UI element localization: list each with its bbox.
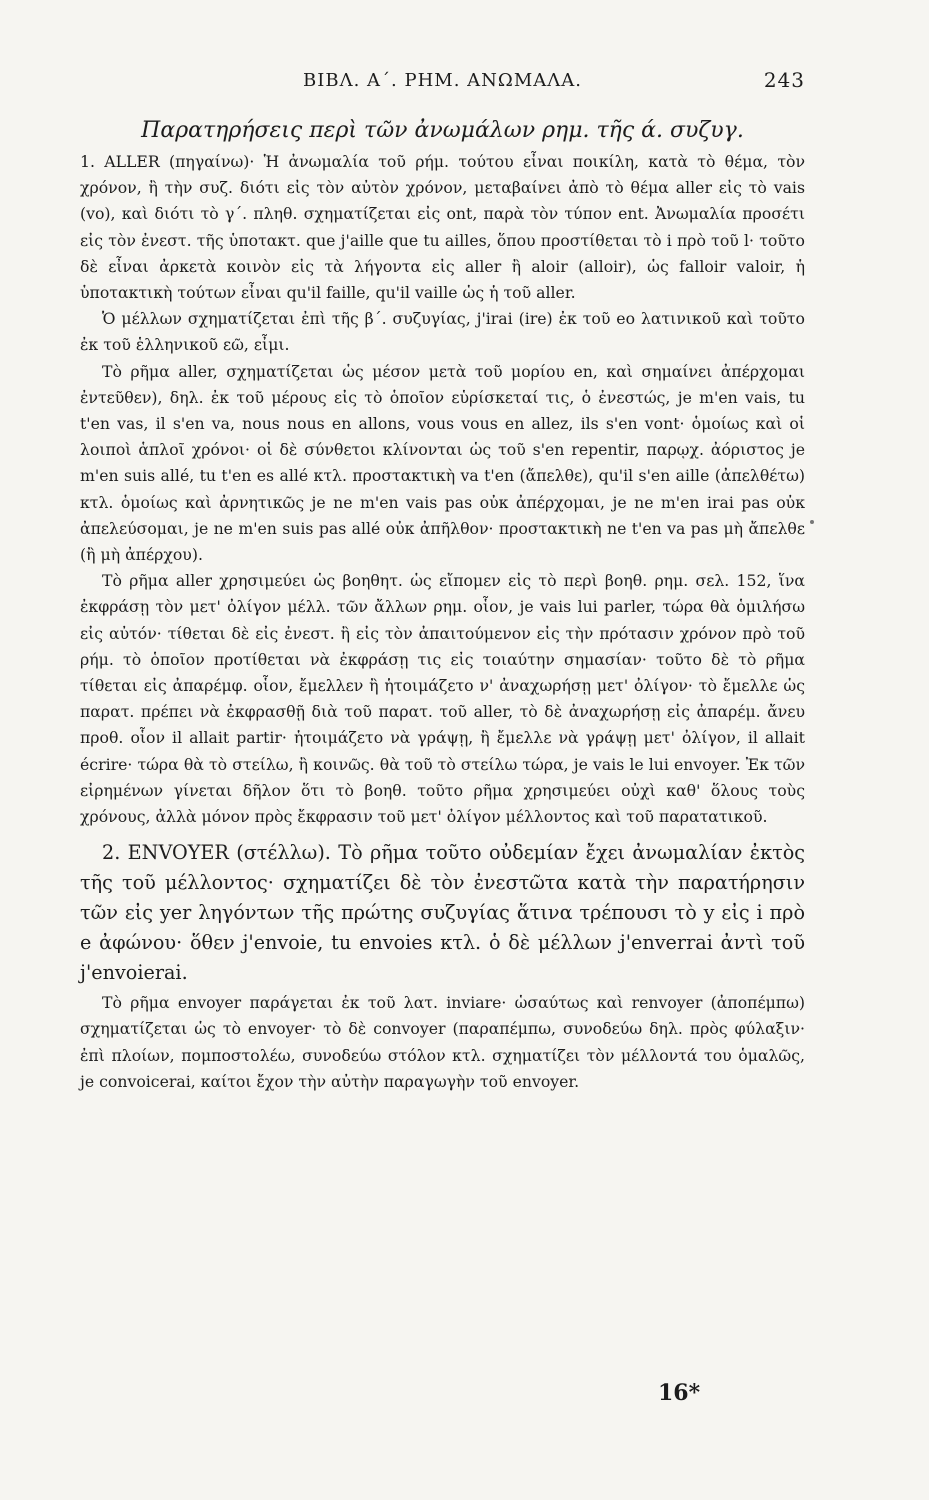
signature-mark: 16* — [658, 1380, 701, 1406]
section-heading: Παρατηρήσεις περὶ τῶν ἀνωμάλων ρημ. τῆς ά. συζυγ. — [141, 118, 744, 143]
paragraph-envoyer-derivation: Τὸ ρῆμα envoyer παράγεται ἐκ τοῦ λατ. inviare· ὡσαύτως καὶ renvoyer (ἀποπέμπω) σχηματίζεται ὡς τὸ envoyer· τὸ δὲ convoyer (παραπέμπω, συνοδεύω δηλ. πρὸς φύλαξιν· ἐπὶ πλοίων, πομποστολέω, συνοδεύω στόλον κτλ. σχηματίζει τὸν μέλλοντά του ὁμαλῶς, je convoicerai, καίτοι ἔχον τὴν αὐτὴν παραγωγὴν τοῦ envoyer. — [80, 993, 805, 1091]
paragraph-aller-middle: Τὸ ρῆμα aller, σχηματίζεται ὡς μέσον μετὰ τοῦ μορίου en, καὶ σημαίνει ἀπέρχομαι ἐντεῦθεν), δηλ. ἐκ τοῦ μέρους εἰς τὸ ὁποῖον εὑρίσκεταί τις, ὁ ἐνεστώς, je m'en vais, tu t'en vas, il s'en va, nous nous en allons, vous vous en allez, ils s'en vont· ὁμοίως καὶ οἱ λοιποὶ ἁπλοῖ χρόνοι· οἱ δὲ σύνθετοι κλίνονται ὡς τοῦ s'en repentir, παρῳχ. ἀόριστος je m'en suis allé, tu t'en es allé κτλ. προστακτικὴ va t'en (ἄπελθε), qu'il s'en aille (ἀπελθέτω) κτλ. ὁμοίως καὶ ἀρνητικῶς je ne m'en vais pas οὐκ ἀπέρχομαι, je ne m'en irai pas οὐκ ἀπελεύσομαι, je ne m'en suis pas allé οὐκ ἀπῆλθον· προστακτικὴ ne t'en va pas μὴ ἄπελθε (ἢ μὴ ἀπέρχου). — [80, 361, 805, 565]
paragraph-aller-auxiliary: Τὸ ρῆμα aller χρησιμεύει ὡς βοηθητ. ὡς εἴπομεν εἰς τὸ περὶ βοηθ. ρημ. σελ. 152, ἵνα ἐκφράσῃ τὸν μετ' ὀλίγον μέλλ. τῶν ἄλλων ρημ. οἷον, je vais lui parler, τώρα θὰ ὁμιλήσω εἰς αὐτόν· τίθεται δὲ εἰς ἐνεστ. ἢ εἰς τὸν ἀπαιτούμενον εἰς τὴν πρότασιν χρόνον πρὸ τοῦ ρήμ. τὸ ὁποῖον προτίθεται νὰ ἐκφράσῃ τις εἰς τοιαύτην σημασίαν· τοῦτο δὲ τὸ ρῆμα τίθεται εἰς ἀπαρέμφ. οἷον, ἔμελλεν ἢ ἡτοιμάζετο ν' ἀναχωρήσῃ μετ' ὀλίγον· τὸ ἔμελλε ὡς παρατ. πρέπει νὰ ἐκφρασθῇ διὰ τοῦ παρατ. τοῦ aller, τὸ δὲ ἀναχωρήσῃ εἰς ἀπαρέμ. ἄνευ προθ. οἷον il allait partir· ἡτοιμάζετο νὰ γράψῃ, ἢ ἔμελλε νὰ γράψῃ μετ' ὀλίγον, il allait écrire· τώρα θὰ τὸ στείλω, ἢ κοινῶς. θὰ τοῦ τὸ στείλω τώρα, je vais le lui envoyer. Ἐκ τῶν εἰρημένων γίνεται δῆλον ὅτι τὸ βοηθ. τοῦτο ρῆμα χρησιμεύει οὐχὶ καθ' ὅλους τοὺς χρόνους, ἀλλὰ μόνον πρὸς ἔκφρασιν τοῦ μετ' ὀλίγον μέλλοντος καὶ τοῦ παρατατικοῦ. — [80, 571, 805, 827]
paragraph-envoyer-heading: 2. ENVOYER (στέλλω). Τὸ ρῆμα τοῦτο οὐδεμίαν ἔχει ἀνωμαλίαν ἐκτὸς τῆς τοῦ μέλλοντος· σχηματίζει δὲ τὸν ἐνεστῶτα κατὰ τὴν παρατήρησιν τῶν εἰς yer ληγόντων τῆς πρώτης συζυγίας ἅτινα τρέπουσι τὸ y εἰς i πρὸ e ἀφώνου· ὅθεν j'envoie, tu envoies κτλ. ὁ δὲ μέλλων j'enverrai ἀντὶ τοῦ j'envoierai. — [80, 841, 805, 985]
page-number: 243 — [763, 68, 805, 92]
running-head — [80, 66, 805, 100]
margin-dot — [810, 520, 814, 524]
paragraph-aller-future: Ὁ μέλλων σχηματίζεται ἐπὶ τῆς β΄. συζυγίας, j'irai (ire) ἐκ τοῦ eo λατινικοῦ καὶ τοῦτο ἐκ τοῦ ἑλληνικοῦ εῶ, εἶμι. — [80, 309, 805, 355]
paragraph-aller-intro: 1. ALLER (πηγαίνω)· Ἡ ἀνωμαλία τοῦ ρήμ. τούτου εἶναι ποικίλη, κατὰ τὸ θέμα, τὸν χρόνον, ἢ τὴν συζ. διότι εἰς τὸν αὐτὸν χρόνον, μεταβαίνει ἀπὸ τὸ θέμα aller εἰς τὸ vais (vo), καὶ διότι τὸ γ΄. πληθ. σχηματίζεται εἰς ont, παρὰ τὸν τύπον ent. Ἀνωμαλία προσέτι εἰς τὸν ἐνεστ. τῆς ὑποτακτ. que j'aille que tu ailles, ὅπου προστίθεται τὸ i πρὸ τοῦ l· τοῦτο δὲ εἶναι ἀρκετὰ κοινὸν εἰς τὰ λήγοντα εἰς aller ἢ aloir (alloir), ὡς falloir valoir, ἡ ὑποτακτικὴ τούτων εἶναι qu'il faille, qu'il vaille ὡς ἡ τοῦ aller. — [80, 152, 805, 303]
running-title: ΒΙΒΛ. Α΄. ΡΗΜ. ΑΝΩΜΑΛΑ. — [303, 70, 582, 91]
book-page — [80, 66, 805, 1446]
